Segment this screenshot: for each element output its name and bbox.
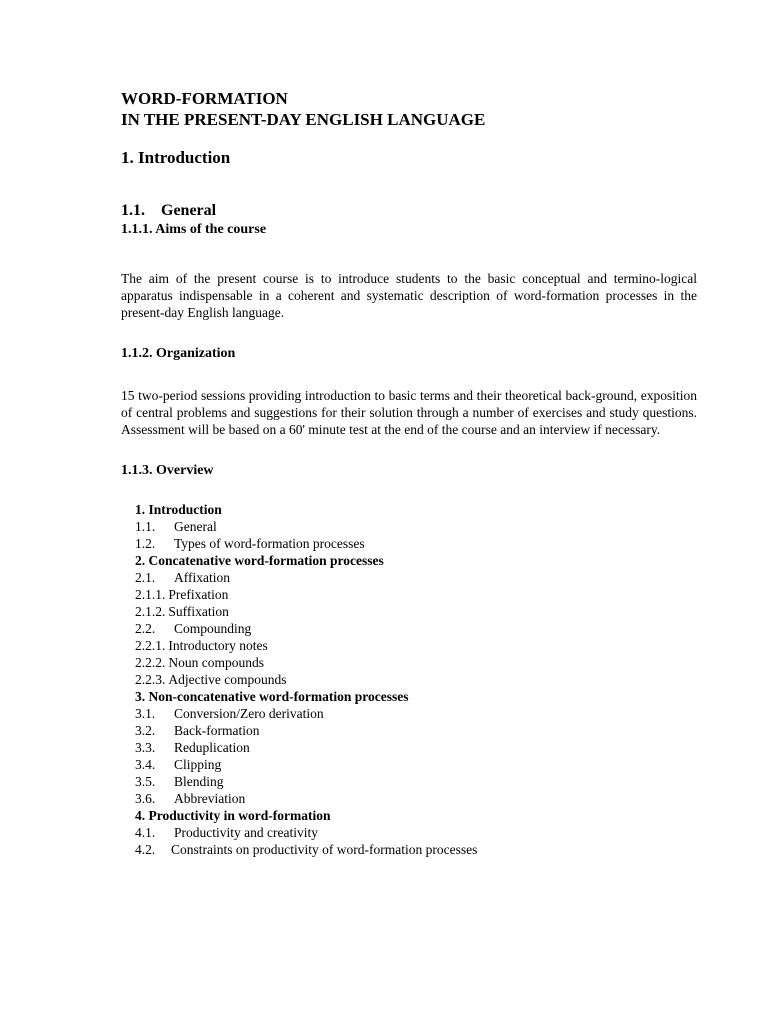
subsection-heading-general: [121, 201, 697, 221]
outline-number: 3.1.: [135, 706, 156, 721]
outline-section: [135, 501, 697, 518]
aims-heading: 1.1.1. Aims of the course: [121, 222, 267, 237]
outline-text: Back-formation: [174, 723, 260, 738]
outline-text: Productivity and creativity: [174, 825, 318, 840]
outline-text: Suffixation: [168, 604, 229, 619]
overview-heading: 1.1.3. Overview: [121, 463, 214, 478]
outline-item: [135, 518, 697, 535]
outline-number: 2.1.1.: [135, 587, 166, 602]
outline-number: 2.1.2.: [135, 604, 166, 619]
outline-item: [135, 756, 697, 773]
outline-number: 1.1.: [135, 519, 156, 534]
document-page: [121, 88, 697, 858]
outline-number: 3.2.: [135, 723, 156, 738]
outline-number: 3.6.: [135, 791, 156, 806]
outline-item: [135, 654, 697, 671]
outline-text: Noun compounds: [168, 655, 264, 670]
outline-item: [135, 620, 697, 637]
outline-item: [135, 739, 697, 756]
outline-number: 2.2.1.: [135, 638, 166, 653]
outline-item: [135, 824, 697, 841]
organization-paragraph: 15 two-period sessions providing introduction to basic terms and their theoretical back-ground, exposition of central problems and suggestions for their solution through a number of exercises and study questions. Assessment will be based on a 60' minute test at the end of the course and an interview if necessary.: [121, 388, 697, 437]
outline-text: Introductory notes: [168, 638, 268, 653]
overview-outline: [135, 501, 697, 858]
outline-item: [135, 569, 697, 586]
outline-text: 2. Concatenative word-formation processes: [135, 553, 384, 568]
outline-text: Abbreviation: [174, 791, 246, 806]
outline-text: Affixation: [174, 570, 230, 585]
outline-text: Clipping: [174, 757, 222, 772]
outline-text: Compounding: [174, 621, 252, 636]
outline-section: [135, 688, 697, 705]
outline-section: [135, 552, 697, 569]
outline-number: 2.2.2.: [135, 655, 166, 670]
outline-number: 2.2.3.: [135, 672, 166, 687]
outline-text: Adjective compounds: [168, 672, 287, 687]
outline-number: 2.2.: [135, 621, 156, 636]
outline-item: [135, 535, 697, 552]
outline-text: 1. Introduction: [135, 502, 222, 517]
subsection-title: General: [161, 202, 217, 219]
outline-number: 4.2.: [135, 842, 156, 857]
outline-number: 3.4.: [135, 757, 156, 772]
aims-paragraph: The aim of the present course is to introduce students to the basic conceptual and termino-logical apparatus indispensable in a coherent and systematic description of word-formation processes in the present-day English language.: [121, 271, 697, 320]
title-line-2: IN THE PRESENT-DAY ENGLISH LANGUAGE: [121, 110, 486, 129]
outline-item: [135, 603, 697, 620]
organization-heading: 1.1.2. Organization: [121, 346, 236, 361]
outline-item: [135, 586, 697, 603]
outline-number: 3.5.: [135, 774, 156, 789]
outline-text: Reduplication: [174, 740, 250, 755]
outline-number: 1.2.: [135, 536, 156, 551]
outline-section: [135, 807, 697, 824]
outline-text: Prefixation: [168, 587, 229, 602]
outline-text: 4. Productivity in word-formation: [135, 808, 331, 823]
subsection-number: 1.1.: [121, 202, 145, 219]
document-title: [121, 88, 697, 130]
section-heading-introduction: 1. Introduction: [121, 148, 231, 167]
outline-text: Blending: [174, 774, 224, 789]
outline-text: Conversion/Zero derivation: [174, 706, 324, 721]
outline-text: 3. Non-concatenative word-formation processes: [135, 689, 409, 704]
outline-text: Constraints on productivity of word-formation processes: [171, 842, 478, 857]
outline-item: [135, 671, 697, 688]
outline-number: 4.1.: [135, 825, 156, 840]
outline-text: General: [174, 519, 217, 534]
outline-item: [135, 841, 697, 858]
outline-item: [135, 637, 697, 654]
outline-number: 3.3.: [135, 740, 156, 755]
title-line-1: WORD-FORMATION: [121, 89, 288, 108]
outline-item: [135, 790, 697, 807]
outline-item: [135, 773, 697, 790]
outline-text: Types of word-formation processes: [174, 536, 365, 551]
outline-number: 2.1.: [135, 570, 156, 585]
outline-item: [135, 722, 697, 739]
outline-item: [135, 705, 697, 722]
